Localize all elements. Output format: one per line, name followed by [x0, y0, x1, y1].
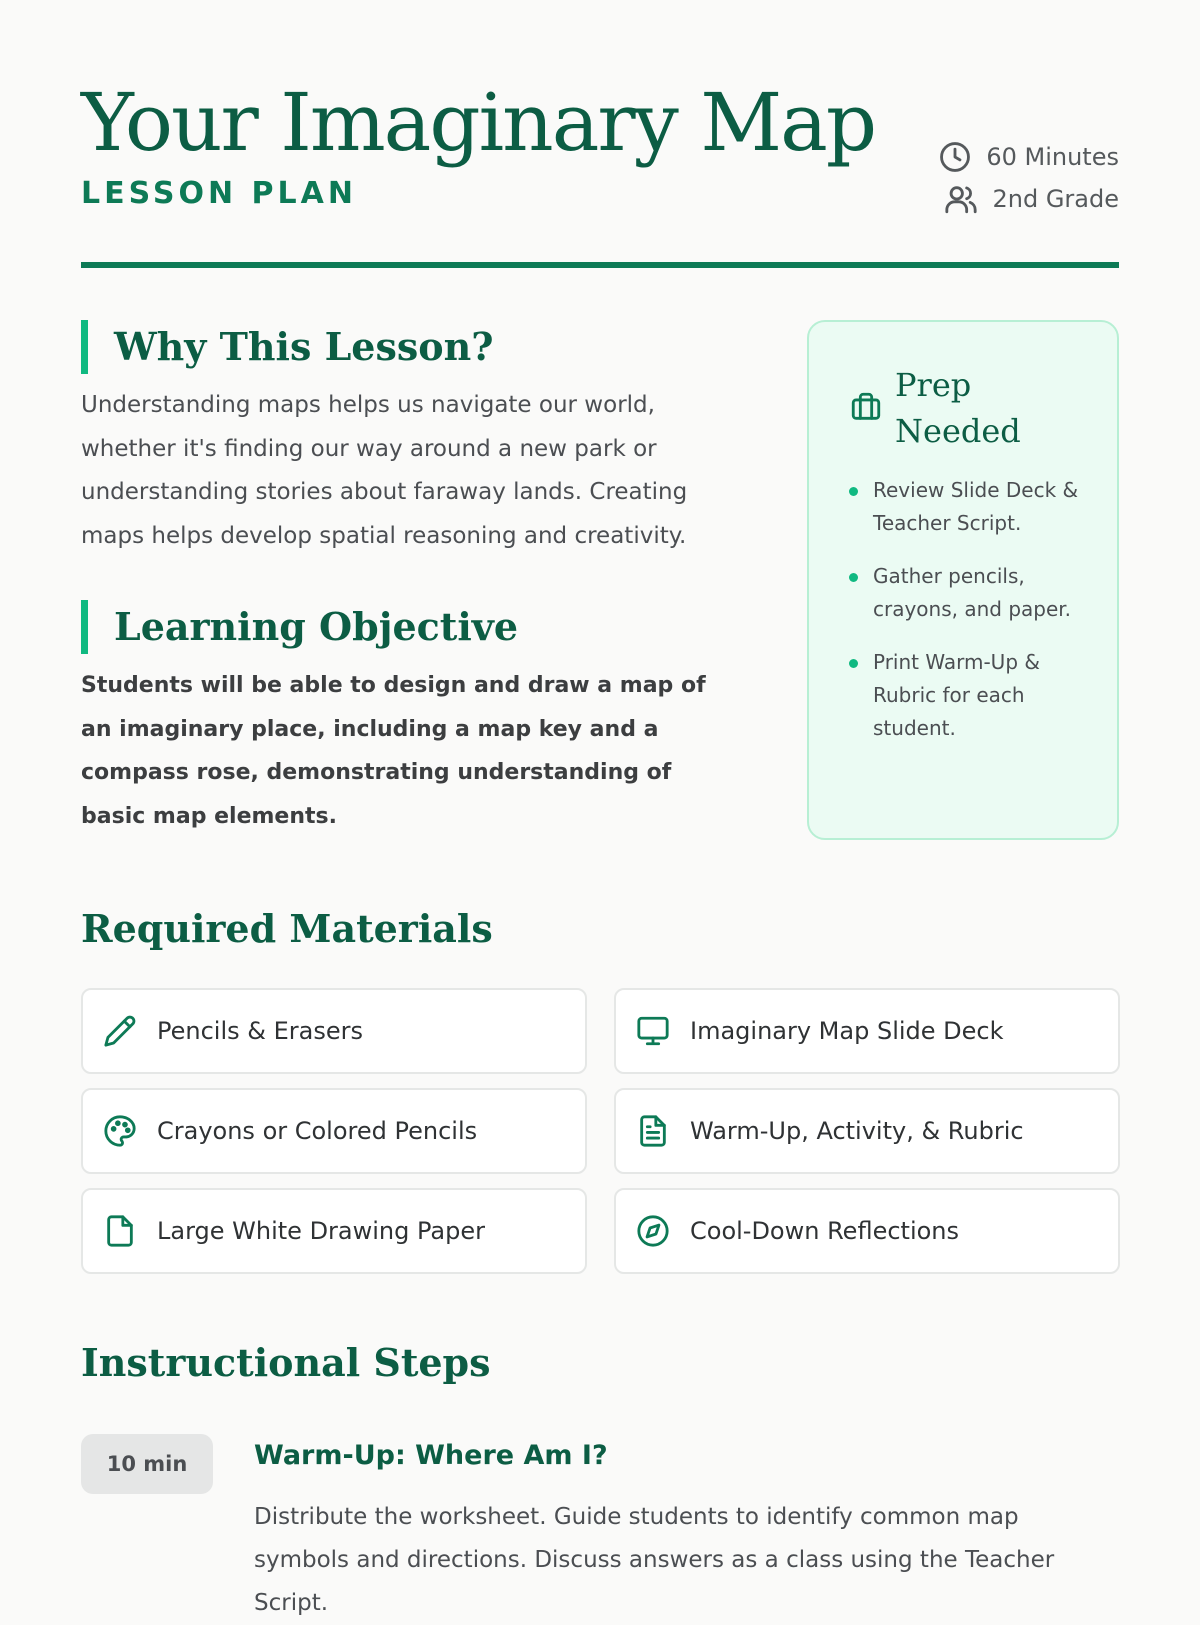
prep-item: Review Slide Deck & Teacher Script.: [849, 474, 1099, 540]
monitor-icon: [636, 1014, 670, 1048]
step-title: Warm-Up: Where Am I?: [254, 1440, 608, 1471]
pencil-icon: [103, 1014, 137, 1048]
material-label: Warm-Up, Activity, & Rubric: [690, 1117, 1024, 1145]
why-body: Understanding maps helps us navigate our world, whether it's finding our way around a new park or understanding stories about faraway lands. Creating maps helps develop spatial reasoning and creativity.: [81, 392, 688, 549]
paper-icon: [103, 1214, 137, 1248]
objective-body: Students will be able to design and draw a map of an imaginary place, including a map key and a compass rose, demonstrating understanding of basic map elements.: [81, 673, 706, 829]
prep-title: Prep Needed: [895, 366, 1021, 450]
material-card: [614, 988, 1120, 1074]
page-subtitle: LESSON PLAN: [81, 176, 357, 211]
material-label: Cool-Down Reflections: [690, 1217, 960, 1245]
material-card: [614, 1088, 1120, 1174]
steps-heading: Instructional Steps: [81, 1340, 491, 1385]
prep-card: [807, 320, 1119, 840]
step-time-badge: 10 min: [81, 1434, 213, 1494]
page-title: Your Imaginary Map: [81, 76, 876, 169]
duration-text: 60 Minutes: [986, 143, 1119, 171]
material-card: [81, 1188, 587, 1274]
material-label: Crayons or Colored Pencils: [157, 1117, 478, 1145]
prep-item: Print Warm-Up & Rubric for each student.: [849, 646, 1099, 745]
material-label: Imaginary Map Slide Deck: [690, 1017, 1004, 1045]
prep-header: [849, 362, 1075, 454]
material-label: Large White Drawing Paper: [157, 1217, 485, 1245]
materials-grid: [81, 988, 1120, 1274]
material-card: [614, 1188, 1120, 1274]
objective-heading: Learning Objective: [81, 600, 518, 654]
duration-meta: [938, 136, 1119, 178]
material-card: [81, 988, 587, 1074]
prep-list: [849, 474, 1099, 765]
briefcase-icon: [849, 390, 883, 424]
document-icon: [636, 1114, 670, 1148]
material-card: [81, 1088, 587, 1174]
material-label: Pencils & Erasers: [157, 1017, 363, 1045]
grade-text: 2nd Grade: [992, 185, 1119, 213]
materials-heading: Required Materials: [81, 906, 493, 951]
users-icon: [944, 182, 978, 216]
grade-meta: [938, 178, 1119, 220]
prep-item: Gather pencils, crayons, and paper.: [849, 560, 1099, 626]
palette-icon: [103, 1114, 137, 1148]
header: [81, 0, 1119, 268]
lesson-meta: [938, 136, 1119, 220]
step-body: Distribute the worksheet. Guide students to identify common map symbols and directions. Discuss answers as a class using the Teacher Script.: [254, 1504, 1055, 1616]
clock-icon: [938, 140, 972, 174]
intro-section: [81, 268, 1119, 848]
compass-icon: [636, 1214, 670, 1248]
why-heading: Why This Lesson?: [81, 320, 494, 374]
